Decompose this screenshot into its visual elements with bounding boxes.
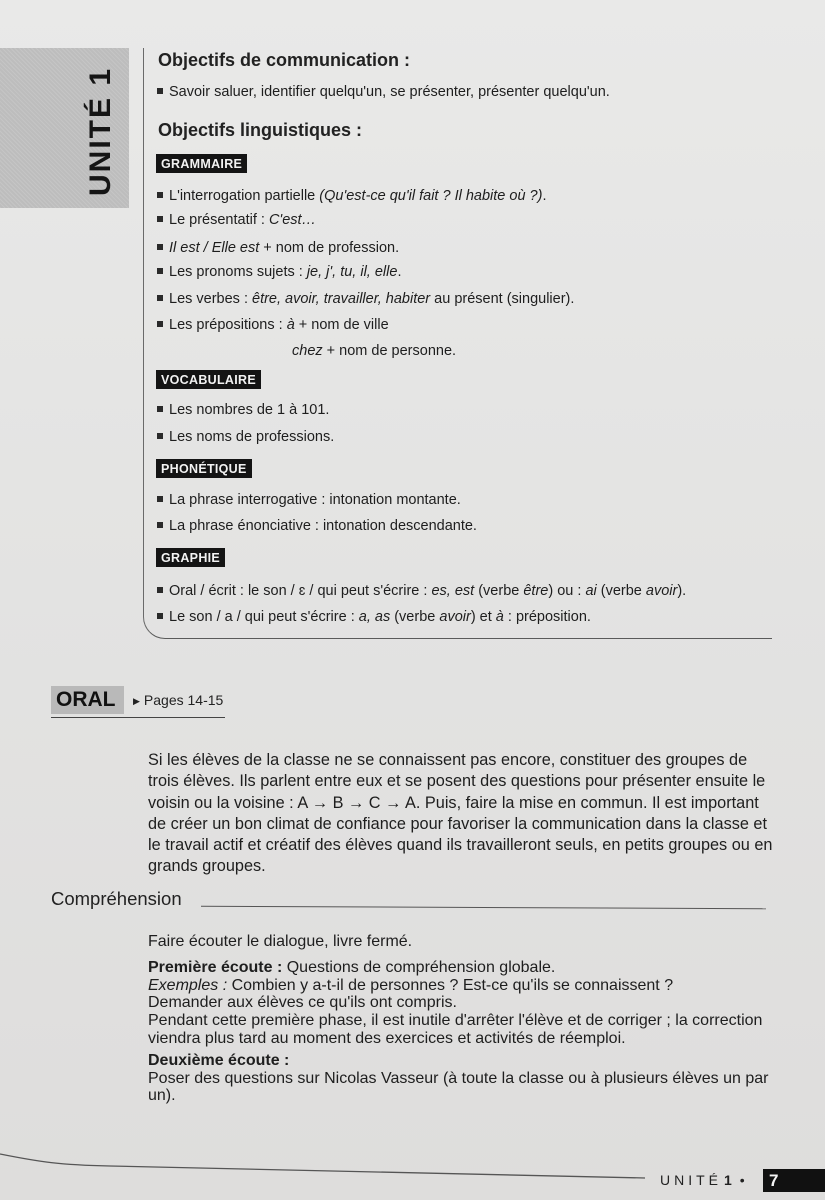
tag-phonetique: PHONÉTIQUE: [156, 459, 252, 478]
heading-comprehension: Compréhension: [51, 888, 182, 909]
heading-objectifs-communication: Objectifs de communication :: [158, 50, 411, 70]
grammaire-continuation: chez + nom de personne.: [292, 343, 457, 359]
triangle-right-icon: ▶: [133, 696, 140, 706]
bullet-square-icon: [157, 496, 163, 502]
bullet-square-icon: [157, 433, 163, 439]
communication-item: Savoir saluer, identifier quelqu'un, se présenter, présenter quelqu'un.: [157, 84, 610, 100]
deuxieme-ecoute-text: Poser des questions sur Nicolas Vasseur (à toute la classe ou à plusieurs élèves un par un).: [148, 1069, 769, 1105]
footer-curve-rule: [0, 1148, 650, 1188]
bullet-square-icon: [157, 613, 163, 619]
bullet-square-icon: [157, 192, 163, 198]
bullet-square-icon: [157, 88, 163, 94]
comprehension-intro: Faire écouter le dialogue, livre fermé.: [148, 933, 413, 950]
oral-paragraph: Si les élèves de la classe ne se connaissent pas encore, constituer des groupes de trois élèves. Ils parlent entre eux et se posent des questions pour présenter ensuite le voisin ou la voisine : A → B → C → A. Puis, faire la mise en commun. Il est important de créer un bon climat de confiance pour favoriser la communication dans la classe et le travail actif et créatif des élèves quand ils travailleront seuls, en petits groupes ou en grands groupes.: [148, 751, 773, 876]
grammaire-item: Les pronoms sujets : je, j', tu, il, elle.: [157, 264, 401, 280]
vocabulaire-item: Les nombres de 1 à 101.: [157, 402, 329, 418]
grammaire-item: L'interrogation partielle (Qu'est-ce qu'il fait ? Il habite où ?).: [157, 188, 546, 204]
tag-vocabulaire: VOCABULAIRE: [156, 370, 261, 389]
tag-graphie: GRAPHIE: [156, 548, 225, 567]
bullet-square-icon: [157, 216, 163, 222]
comprehension-rule: [201, 906, 766, 909]
bullet-square-icon: [157, 295, 163, 301]
grammaire-item: Le présentatif : C'est…: [157, 212, 316, 228]
footer-unit-label: UNITÉ 1 •: [660, 1172, 749, 1188]
grammaire-item: Les verbes : être, avoir, travailler, habiter au présent (singulier).: [157, 291, 574, 307]
bullet-square-icon: [157, 244, 163, 250]
bullet-square-icon: [157, 268, 163, 274]
premiere-ecoute: Première écoute : Questions de compréhension globale.: [148, 958, 556, 976]
grammaire-item: Les prépositions : à + nom de ville: [157, 317, 389, 333]
bullet-square-icon: [157, 321, 163, 327]
bullet-square-icon: [157, 406, 163, 412]
phonetique-item: La phrase interrogative : intonation montante.: [157, 492, 461, 508]
phonetique-item: La phrase énonciative : intonation descendante.: [157, 518, 477, 534]
pendant-paragraph: Pendant cette première phase, il est inutile d'arrêter l'élève et de corriger ; la correction viendra plus tard au moment des exercices et activités de réemploi.: [148, 1012, 763, 1047]
unit-tab-label: UNITÉ 1: [84, 66, 117, 196]
vocabulaire-item: Les noms de professions.: [157, 429, 334, 445]
tag-grammaire: GRAMMAIRE: [156, 154, 247, 173]
graphie-item: Le son / a / qui peut s'écrire : a, as (verbe avoir) et à : préposition.: [157, 609, 591, 625]
demander: Demander aux élèves ce qu'ils ont compris.: [148, 994, 457, 1012]
bullet-square-icon: [157, 522, 163, 528]
oral-pages-reference: ▶ Pages 14-15: [133, 692, 224, 708]
grammaire-item: Il est / Elle est + nom de profession.: [157, 240, 399, 256]
graphie-item: Oral / écrit : le son / ɛ / qui peut s'écrire : es, est (verbe être) ou : ai (verbe avoir).: [157, 583, 686, 599]
oral-label: ORAL: [51, 686, 124, 714]
deuxieme-ecoute-label: Deuxième écoute :: [148, 1051, 290, 1069]
comprehension-body: [148, 933, 778, 1105]
bullet-square-icon: [157, 587, 163, 593]
exemples: Exemples : Combien y a-t-il de personnes ? Est-ce qu'ils se connaissent ?: [148, 976, 674, 994]
page-number: 7: [763, 1169, 825, 1192]
heading-objectifs-linguistiques: Objectifs linguistiques :: [158, 120, 363, 140]
oral-underline: [51, 717, 225, 718]
